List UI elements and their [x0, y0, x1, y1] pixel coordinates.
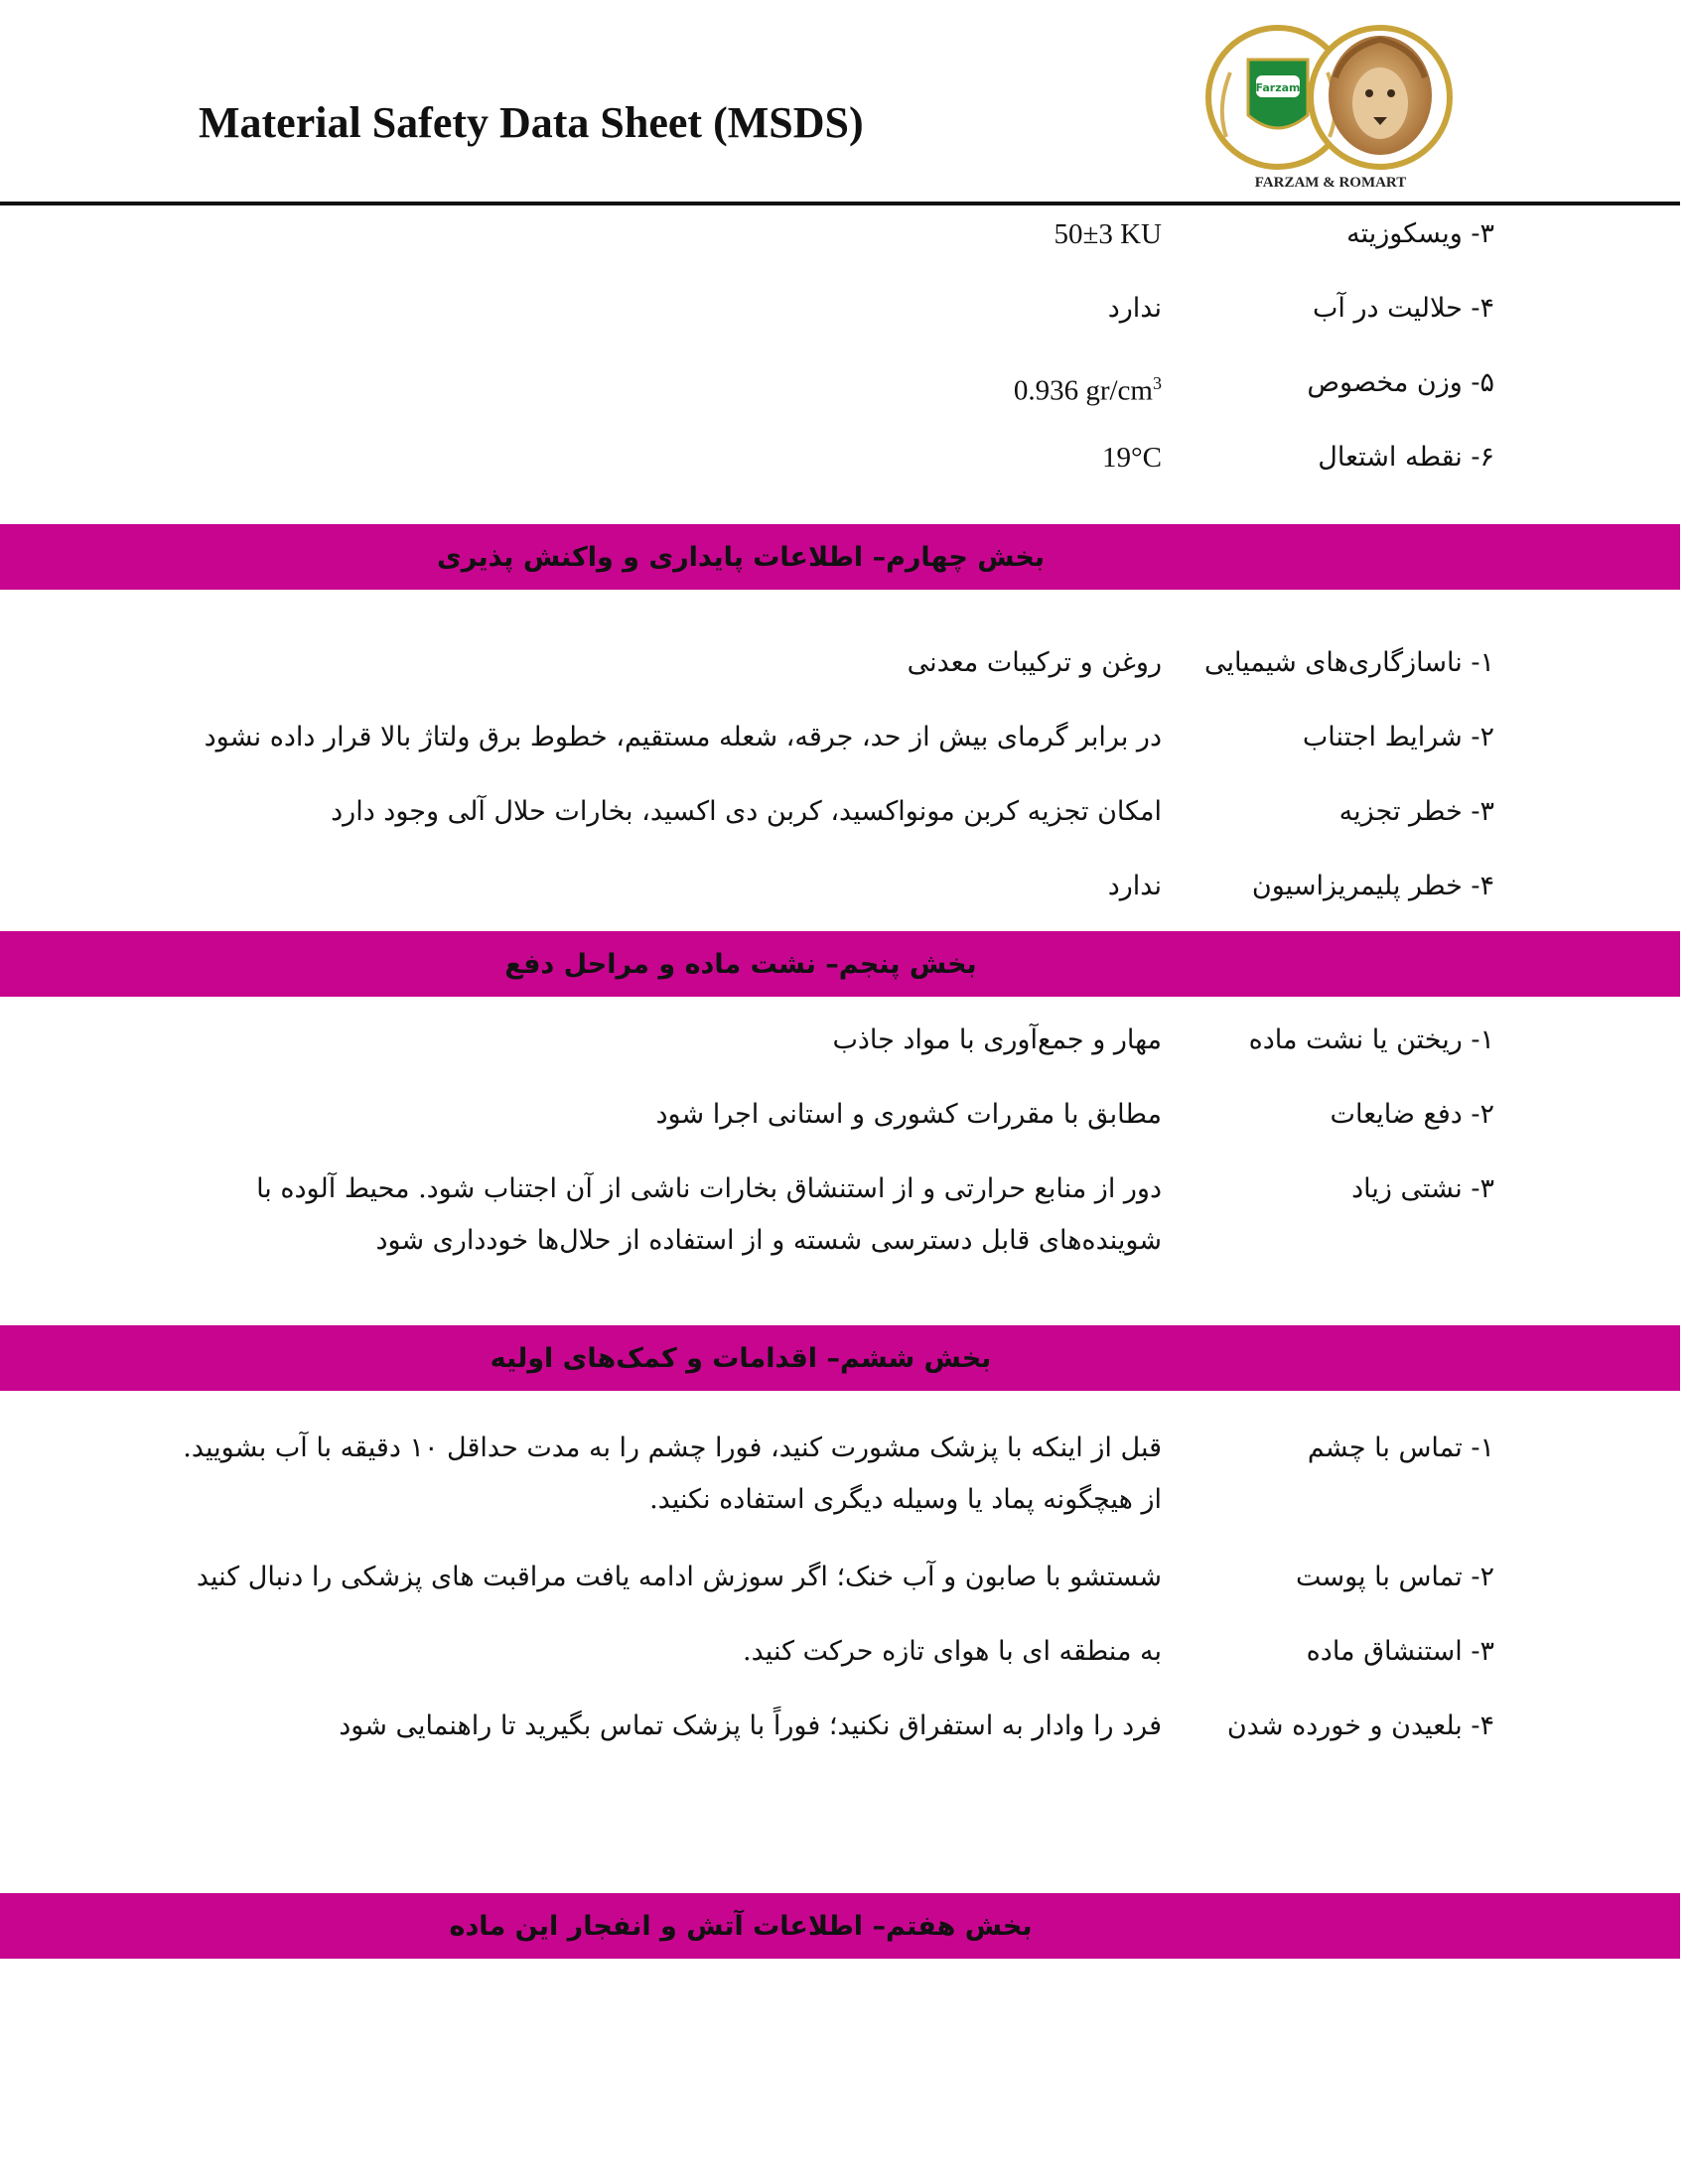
row-label: ۳- خطر تجزیه	[1338, 796, 1494, 827]
section-header-stability	[0, 524, 1680, 590]
row-label: ۲- شرایط اجتناب	[1302, 722, 1494, 752]
row-label: ۱- تماس با چشم	[1307, 1433, 1494, 1463]
property-label: ۴- حلالیت در آب	[1312, 293, 1494, 324]
property-value: ندارد	[1107, 293, 1162, 324]
row-value: مطابق با مقررات کشوری و استانی اجرا شود	[655, 1099, 1162, 1130]
table-row	[0, 637, 1688, 697]
row-label: ۴- بلعیدن و خورده شدن	[1226, 1710, 1494, 1741]
logo-badge-text: Farzam	[1255, 81, 1301, 94]
section-title: بخش چهارم– اطلاعات پایداری و واکنش پذیری	[437, 541, 1045, 573]
table-row	[0, 712, 1688, 771]
table-row	[0, 1015, 1688, 1074]
company-logo	[1196, 18, 1465, 202]
row-value: به منطقه ای با هوای تازه حرکت کنید.	[743, 1636, 1162, 1667]
section-title: بخش ششم– اقدامات و کمک‌های اولیه	[490, 1342, 992, 1374]
section-title: بخش پنجم– نشت ماده و مراحل دفع	[504, 948, 977, 980]
unit-superscript: 3	[1153, 373, 1162, 393]
row-label: ۳- استنشاق ماده	[1306, 1636, 1494, 1667]
property-row	[0, 357, 1688, 417]
document-title: Material Safety Data Sheet (MSDS)	[199, 98, 864, 147]
row-value: در برابر گرمای بیش از حد، جرقه، شعله مستقیم، خطوط برق ولتاژ بالا قرار داده نشود	[204, 722, 1162, 752]
row-value: امکان تجزیه کربن مونواکسید، کربن دی اکسید، بخارات حلال آلی وجود دارد	[331, 796, 1162, 827]
section-header-fire	[0, 1893, 1680, 1959]
logo-emblem-icon	[1196, 18, 1465, 177]
row-label: ۱- ریختن یا نشت ماده	[1248, 1024, 1494, 1055]
row-label: ۱- ناسازگاری‌های شیمیایی	[1203, 647, 1494, 678]
row-value: شستشو با صابون و آب خنک؛ اگر سوزش ادامه یافت مراقبت های پزشکی را دنبال کنید	[196, 1562, 1162, 1592]
table-row	[0, 1423, 1688, 1532]
property-label: ۶- نقطه اشتعال	[1318, 442, 1494, 473]
row-label: ۳- نشتی زیاد	[1351, 1173, 1494, 1204]
row-value: ندارد	[1107, 871, 1162, 901]
property-row	[0, 283, 1688, 342]
property-row	[0, 432, 1688, 491]
table-row	[0, 1552, 1688, 1611]
row-value: دور از منابع حرارتی و از استنشاق بخارات ناشی از آن اجتناب شود. محیط آلوده با شوینده‌های قابل دسترسی شسته و از استفاده از حلال‌ها خودداری شود	[256, 1173, 1162, 1256]
property-value	[169, 357, 1162, 417]
property-label: ۵- وزن مخصوص	[1307, 367, 1494, 398]
row-value: روغن و ترکیبات معدنی	[907, 647, 1162, 678]
specific-gravity-value: 0.936 gr/cm	[1013, 374, 1153, 407]
section-header-first-aid	[0, 1325, 1680, 1391]
section-title: بخش هفتم– اطلاعات آتش و انفجار این ماده	[449, 1910, 1033, 1942]
table-row	[0, 786, 1688, 846]
property-value: 50±3 KU	[1054, 218, 1162, 250]
table-row	[0, 861, 1688, 920]
table-row	[0, 1701, 1688, 1760]
table-row	[0, 1089, 1688, 1149]
row-label: ۲- تماس با پوست	[1295, 1562, 1494, 1592]
property-label: ۳- ویسکوزیته	[1346, 218, 1494, 249]
logo-caption: FARZAM & ROMART	[1254, 175, 1407, 191]
section-header-spill	[0, 931, 1680, 997]
property-row	[0, 208, 1688, 268]
property-value: 19°C	[1102, 442, 1162, 474]
row-value: فرد را وادار به استفراق نکنید؛ فوراً با پزشک تماس بگیرید تا راهنمایی شود	[339, 1710, 1162, 1741]
table-row	[0, 1163, 1688, 1273]
row-label: ۴- خطر پلیمریزاسیون	[1251, 871, 1494, 901]
row-value: قبل از اینکه با پزشک مشورت کنید، فورا چشم را به مدت حداقل ۱۰ دقیقه با آب بشویید. از هیچگونه پماد یا وسیله دیگری استفاده نکنید.	[183, 1433, 1162, 1515]
row-label: ۲- دفع ضایعات	[1330, 1099, 1494, 1130]
table-row	[0, 1626, 1688, 1686]
header-divider	[0, 202, 1680, 205]
row-value: مهار و جمع‌آوری با مواد جاذب	[832, 1024, 1162, 1055]
